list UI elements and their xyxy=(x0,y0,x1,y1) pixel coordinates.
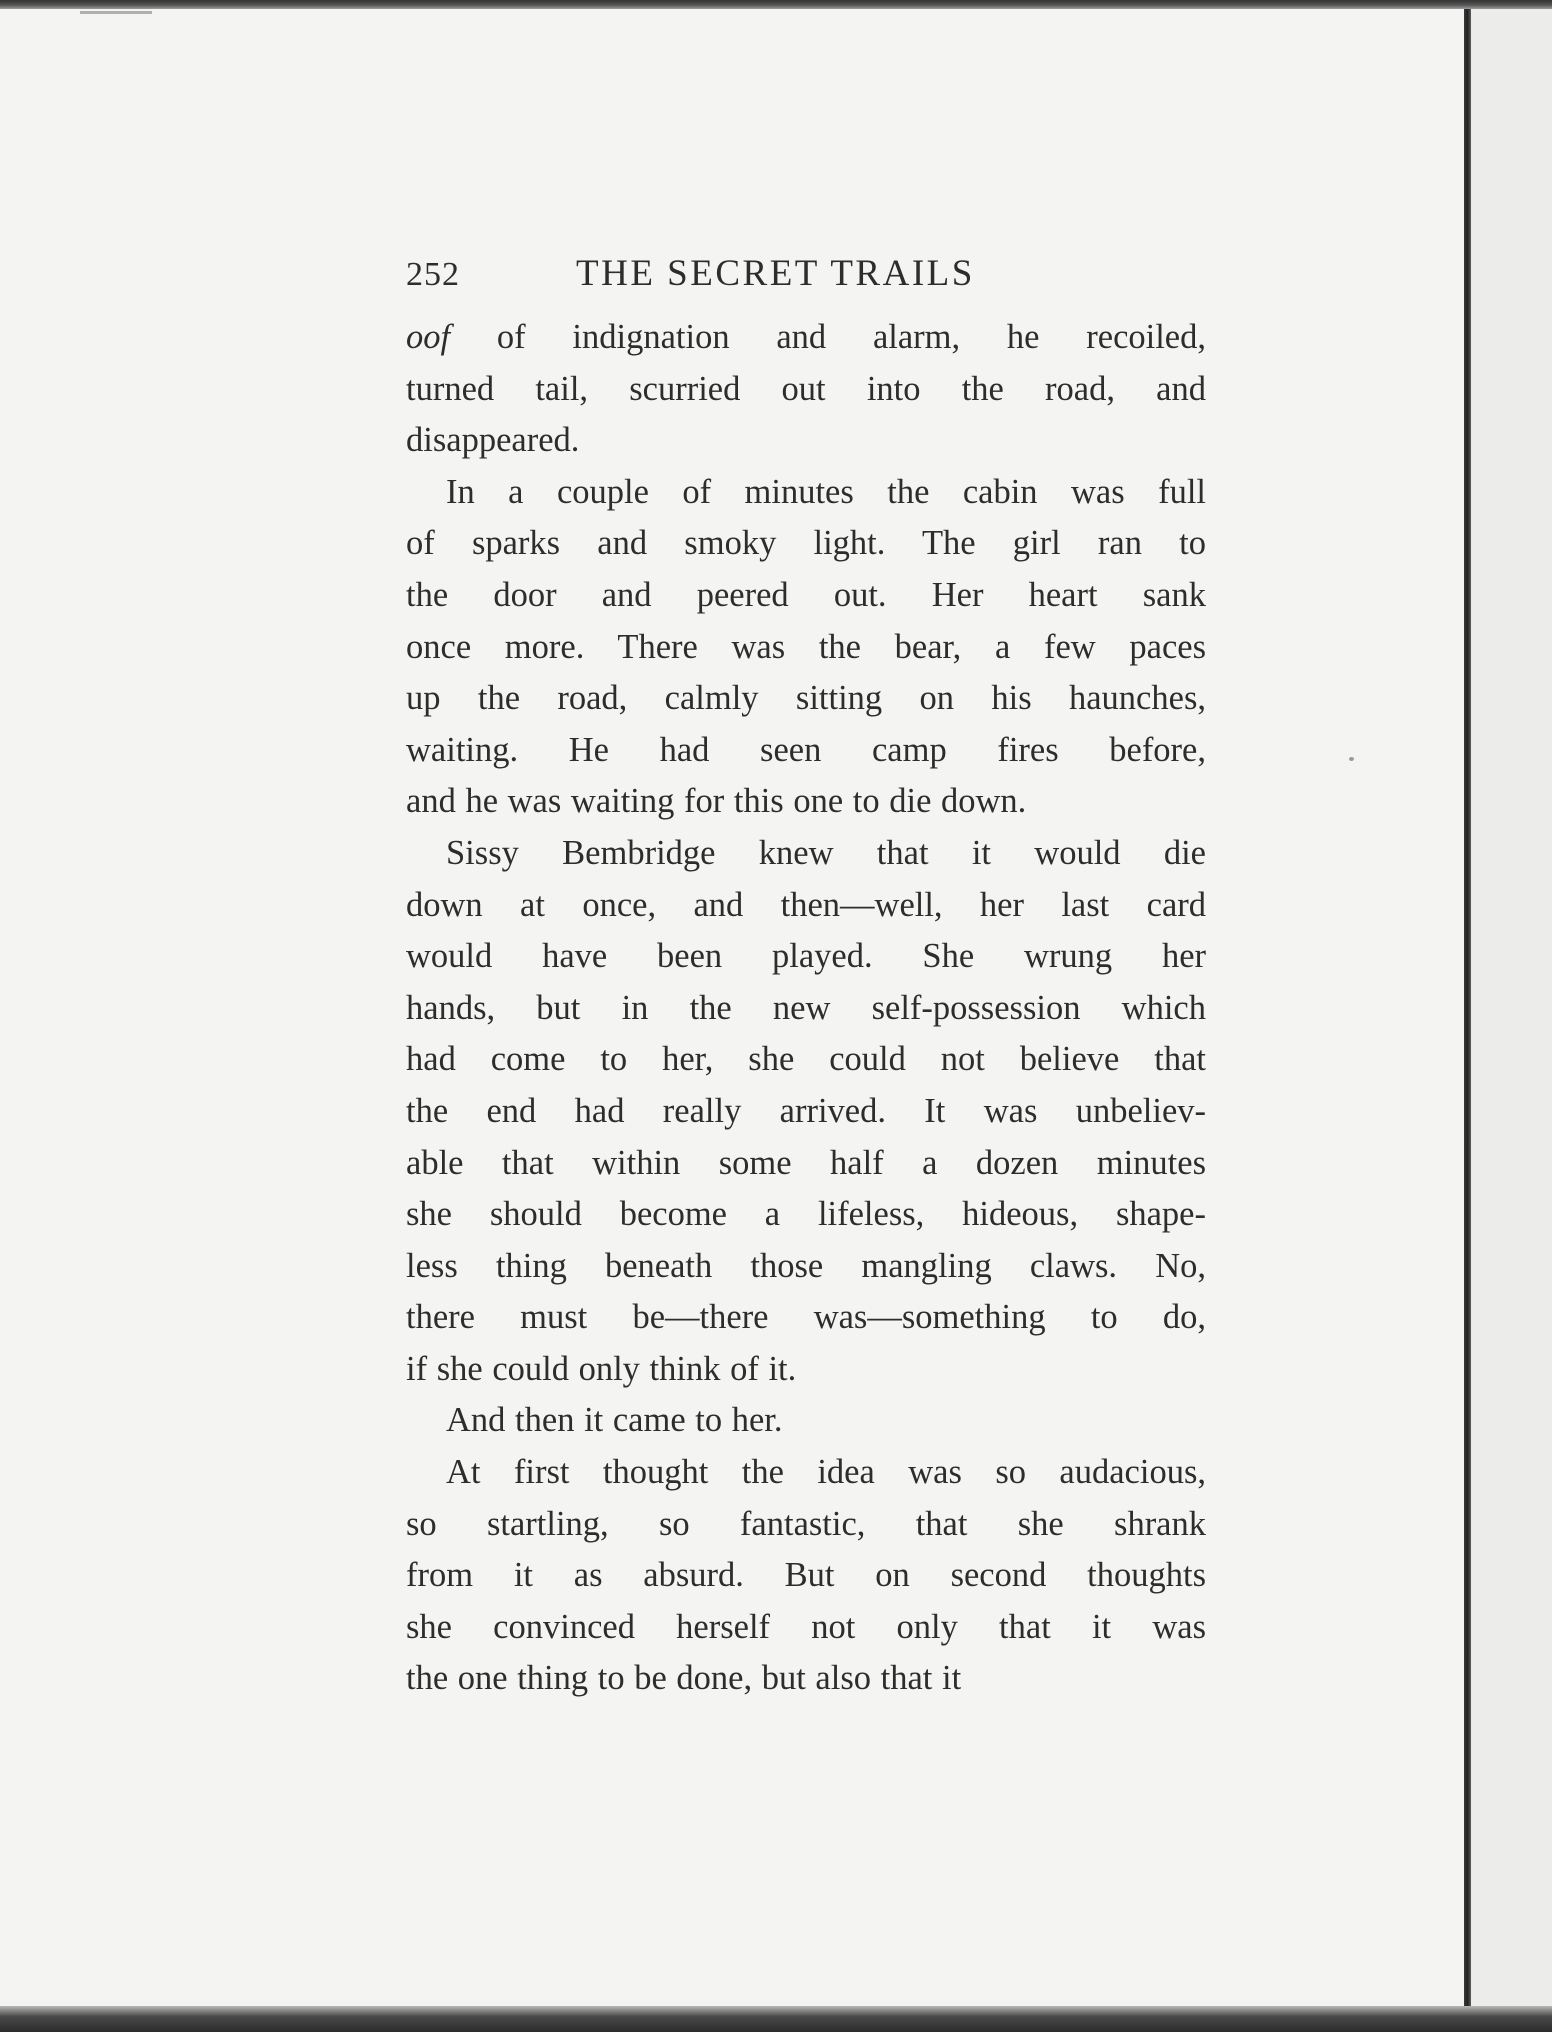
line-text: disappeared. xyxy=(406,421,580,460)
text-line xyxy=(406,1138,1206,1190)
text-line xyxy=(406,415,1206,467)
scan-top-edge xyxy=(0,0,1552,9)
text-line xyxy=(406,1602,1206,1654)
running-head xyxy=(406,252,1206,312)
line-text: down at once, and then—well, her last card xyxy=(406,885,1206,924)
line-text: the one thing to be done, but also that it xyxy=(406,1659,962,1698)
adjacent-page-edge xyxy=(1471,9,1552,2006)
text-line xyxy=(406,1447,1206,1499)
line-text: of indignation and alarm, he recoiled, xyxy=(450,318,1206,356)
line-text: had come to her, she could not believe that xyxy=(406,1040,1206,1079)
page-gutter xyxy=(1464,9,1471,2006)
text-line xyxy=(406,1344,1206,1396)
text-line xyxy=(406,1292,1206,1344)
line-text: up the road, calmly sitting on his haunches, xyxy=(406,679,1206,718)
line-text: And then it came to her. xyxy=(446,1401,783,1440)
line-text: able that within some half a dozen minutes xyxy=(406,1143,1206,1182)
line-text: from it as absurd. But on second thoughts xyxy=(406,1556,1206,1595)
body-text xyxy=(406,312,1206,1705)
page-number: 252 xyxy=(406,256,460,293)
running-title: THE SECRET TRAILS xyxy=(576,253,975,294)
line-text: turned tail, scurried out into the road, and xyxy=(406,369,1206,408)
text-line xyxy=(406,776,1206,828)
text-line xyxy=(406,1550,1206,1602)
text-line xyxy=(406,1499,1206,1551)
paper-speck xyxy=(1349,757,1354,761)
paragraph xyxy=(406,1395,1206,1447)
text-line xyxy=(406,1189,1206,1241)
text-line xyxy=(406,622,1206,674)
paragraph xyxy=(406,828,1206,1396)
text-line xyxy=(406,828,1206,880)
text-line xyxy=(406,931,1206,983)
line-text: so startling, so fantastic, that she shrank xyxy=(406,1504,1206,1543)
text-line xyxy=(406,467,1206,519)
line-text: she convinced herself not only that it was xyxy=(406,1607,1206,1646)
text-line xyxy=(406,1395,1206,1447)
line-text: once more. There was the bear, a few paces xyxy=(406,627,1206,666)
italic-word: oof xyxy=(406,318,451,356)
line-text: if she could only think of it. xyxy=(406,1349,797,1388)
text-line xyxy=(406,725,1206,777)
corner-mark xyxy=(80,11,152,14)
text-line xyxy=(406,518,1206,570)
scan-bottom-edge xyxy=(0,2006,1552,2032)
text-line xyxy=(406,1034,1206,1086)
text-line xyxy=(406,1086,1206,1138)
line-text: there must be—there was—something to do, xyxy=(406,1298,1206,1337)
line-text: she should become a lifeless, hideous, shape- xyxy=(406,1195,1206,1234)
line-text: the door and peered out. Her heart sank xyxy=(406,575,1206,614)
text-line xyxy=(406,570,1206,622)
text-line xyxy=(406,673,1206,725)
text-line xyxy=(406,312,1206,364)
line-text: the end had really arrived. It was unbeliev- xyxy=(406,1091,1206,1130)
line-text: waiting. He had seen camp fires before, xyxy=(406,730,1206,769)
paragraph xyxy=(406,1447,1206,1705)
line-text: and he was waiting for this one to die down. xyxy=(406,782,1027,821)
line-text: would have been played. She wrung her xyxy=(406,937,1206,976)
text-line xyxy=(406,364,1206,416)
line-text: of sparks and smoky light. The girl ran to xyxy=(406,524,1206,563)
page-text xyxy=(406,252,1206,1705)
line-text: Sissy Bembridge knew that it would die xyxy=(446,833,1206,872)
line-text: At first thought the idea was so audacious, xyxy=(446,1453,1206,1492)
text-line xyxy=(406,880,1206,932)
text-line xyxy=(406,1241,1206,1293)
line-text: In a couple of minutes the cabin was full xyxy=(446,472,1206,511)
line-text: less thing beneath those mangling claws. No, xyxy=(406,1246,1206,1285)
text-line xyxy=(406,1653,1206,1705)
line-text: hands, but in the new self-possession which xyxy=(406,988,1206,1027)
paragraph xyxy=(406,467,1206,828)
text-line xyxy=(406,983,1206,1035)
paragraph xyxy=(406,312,1206,467)
